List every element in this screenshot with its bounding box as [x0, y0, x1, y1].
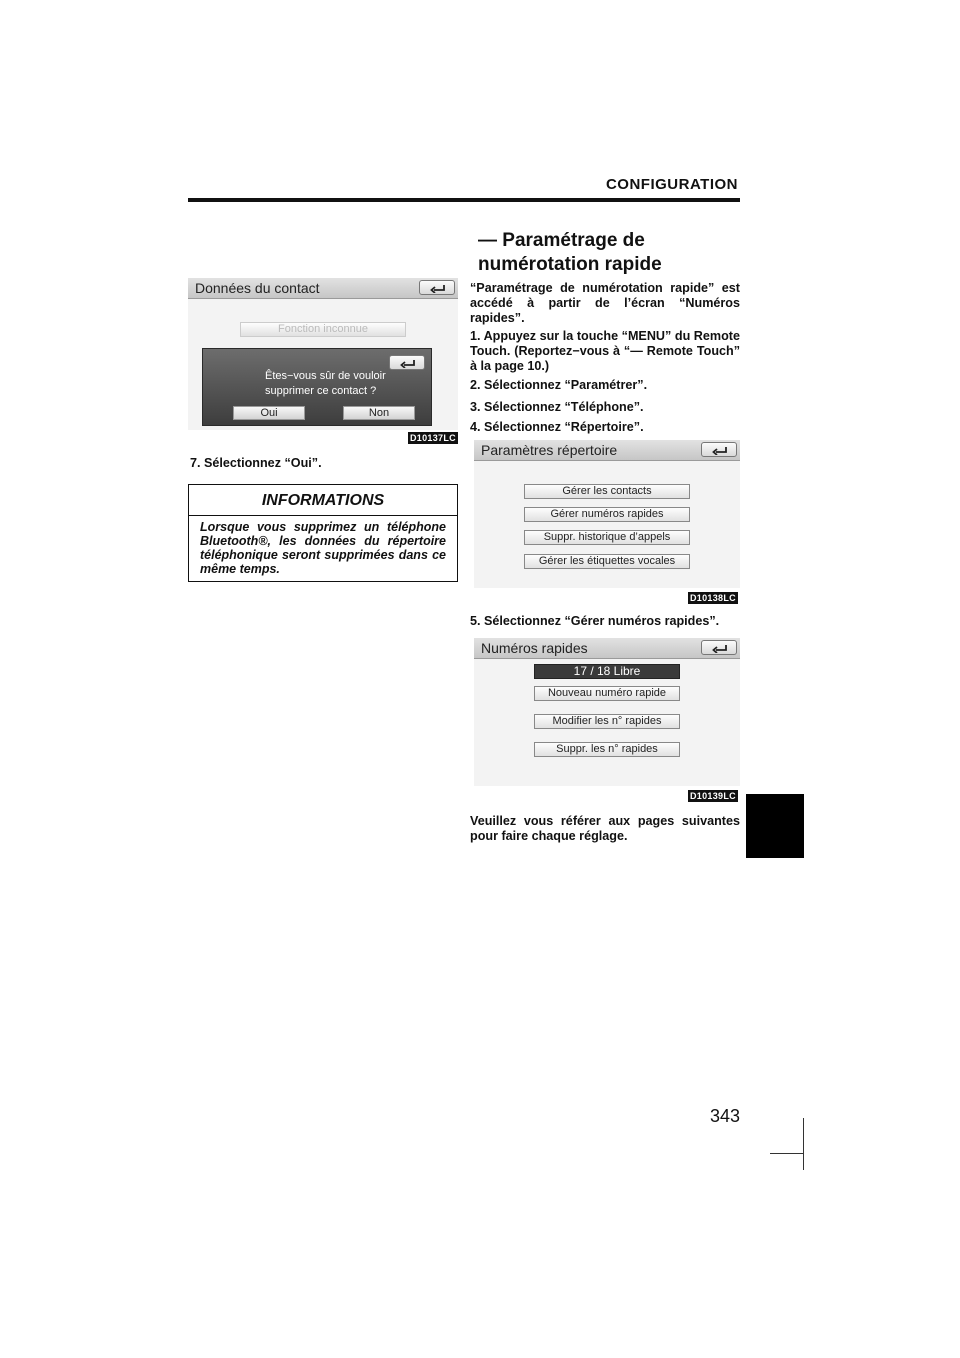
- screen-title-bar: [188, 278, 458, 299]
- back-button[interactable]: [701, 442, 737, 457]
- manage-speed-dials-button[interactable]: Gérer numéros rapides: [524, 507, 690, 522]
- section-title-line-2: numérotation rapide: [478, 254, 662, 275]
- phonebook-settings-screen: [474, 440, 740, 588]
- manage-contacts-button[interactable]: Gérer les contacts: [524, 484, 690, 499]
- free-slots-counter: 17 / 18 Libre: [534, 664, 680, 679]
- figure-code: D10139LC: [690, 791, 736, 801]
- new-speed-dial-button[interactable]: Nouveau numéro rapide: [534, 686, 680, 701]
- info-title: INFORMATIONS: [261, 492, 385, 509]
- info-body: Lorsque vous supprimez un téléphone Bluetooth®, les données du répertoire téléphonique seront supprimées dans ce même temps.: [200, 520, 446, 576]
- no-button[interactable]: Non: [343, 406, 415, 420]
- back-button[interactable]: [701, 640, 737, 655]
- back-arrow-icon: [430, 283, 446, 293]
- dialog-message: [265, 369, 386, 399]
- outro-paragraph: Veuillez vous référer aux pages suivantes pour faire chaque réglage.: [470, 814, 740, 843]
- back-arrow-icon: [400, 358, 416, 368]
- information-box: [188, 484, 458, 582]
- dialog-back-button[interactable]: [389, 355, 425, 370]
- back-button[interactable]: [419, 280, 455, 295]
- back-arrow-icon: [712, 643, 728, 653]
- crop-mark: [803, 1118, 804, 1170]
- delete-call-history-button[interactable]: Suppr. historique d’appels: [524, 530, 690, 545]
- screen-title: Numéros rapides: [481, 640, 588, 656]
- screen-title: Paramètres répertoire: [481, 442, 618, 458]
- screen-title: Données du contact: [195, 280, 320, 296]
- section-label: CONFIGURATION: [605, 176, 738, 193]
- info-divider: [189, 515, 457, 516]
- confirm-dialog: [202, 348, 432, 426]
- crop-mark: [770, 1153, 803, 1154]
- yes-button[interactable]: Oui: [233, 406, 305, 420]
- speed-dial-screen: [474, 638, 740, 786]
- chapter-tab: [746, 794, 804, 858]
- section-title-line-1: — Paramétrage de: [478, 230, 645, 251]
- function-button[interactable]: Fonction inconnue: [240, 322, 406, 337]
- step-2: 2. Sélectionnez “Paramétrer”.: [470, 378, 648, 392]
- delete-speed-dials-button[interactable]: Suppr. les n° rapides: [534, 742, 680, 757]
- dialog-line-2: supprimer ce contact ?: [265, 385, 377, 397]
- section-title: [478, 229, 662, 277]
- step-5: 5. Sélectionnez “Gérer numéros rapides”.: [470, 614, 720, 628]
- dialog-line-1: Êtes−vous sûr de vouloir: [265, 370, 386, 382]
- edit-speed-dials-button[interactable]: Modifier les n° rapides: [534, 714, 680, 729]
- header-rule: [188, 198, 740, 202]
- figure-code: D10138LC: [690, 593, 736, 603]
- step-3: 3. Sélectionnez “Téléphone”.: [470, 400, 644, 414]
- manage-voice-tags-button[interactable]: Gérer les étiquettes vocales: [524, 554, 690, 569]
- intro-paragraph: “Paramétrage de numérotation rapide” est accédé à partir de l’écran “Numéros rapides”.: [470, 281, 740, 325]
- step-4: 4. Sélectionnez “Répertoire”.: [470, 420, 644, 434]
- step-7: 7. Sélectionnez “Oui”.: [190, 456, 322, 470]
- figure-code: D10137LC: [410, 433, 456, 443]
- step-1: 1. Appuyez sur la touche “MENU” du Remote Touch. (Reportez−vous à “— Remote Touch” à la page 10.): [470, 329, 740, 373]
- screen-title-bar: [474, 440, 740, 461]
- page-number: 343: [709, 1106, 740, 1126]
- screen-title-bar: [474, 638, 740, 659]
- contact-data-screen: [188, 278, 458, 430]
- back-arrow-icon: [712, 445, 728, 455]
